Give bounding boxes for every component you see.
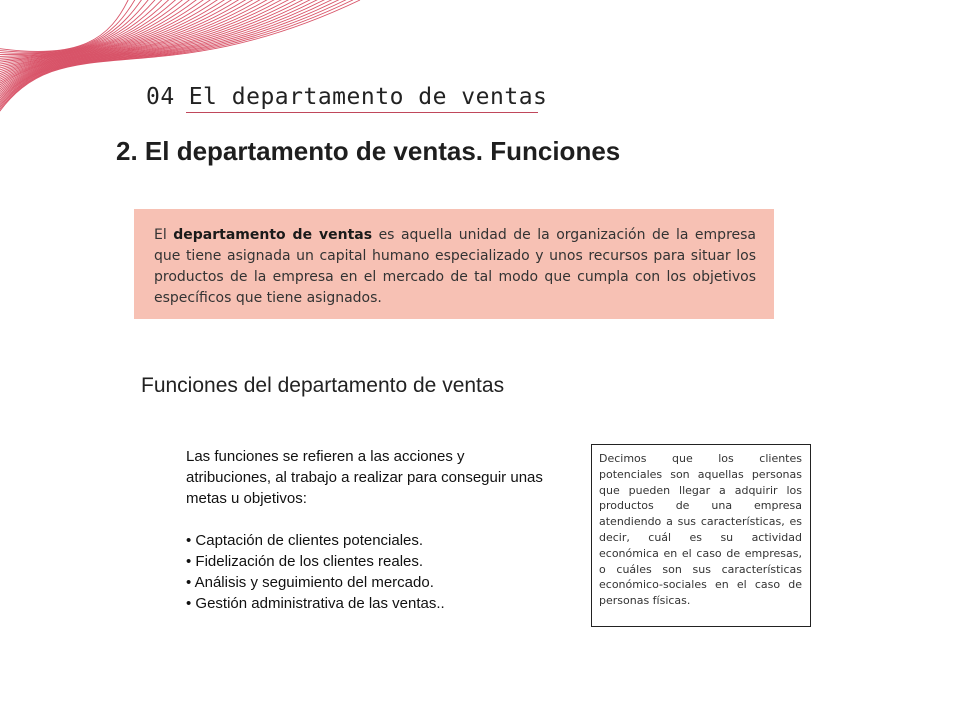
chapter-number: 04 [146,84,175,110]
functions-intro: Las funciones se refieren a las acciones y atribuciones, al trabajo a realizar para conseguir unas metas u objetivos: [186,448,543,507]
definition-term: departamento de ventas [173,227,373,243]
definition-box [134,209,774,319]
slide-title: 2. El departamento de ventas. Funciones [116,136,621,166]
list-item: • Análisis y seguimiento del mercado. [186,574,434,591]
chapter-title: El departamento de ventas [188,84,548,110]
list-item: • Fidelización de los clientes reales. [186,553,424,570]
chapter-underline [186,112,538,113]
chapter-heading [146,84,547,110]
functions-text [186,446,546,614]
section-title: Funciones del departamento de ventas [141,374,505,397]
functions-list [186,530,546,614]
note-box: Decimos que los clientes potenciales son aquellas personas que pueden llegar a adquirir los productos de una empresa atendiendo a sus características, es decir, cuál es su actividad económica en el caso de empresas, o cuáles son sus características económico-sociales en el caso de personas físicas. [591,444,811,627]
list-item: • Gestión administrativa de las ventas.. [186,595,445,612]
definition-text: es aquella unidad de la organización de la empresa que tiene asignada un capital humano especializado y unos recursos para situar los productos de la empresa en el mercado de tal modo que cumpla con los objetivos específicos que tiene asignados. [154,227,757,306]
decorative-ribbon-graphic [0,0,380,130]
list-item: • Captación de clientes potenciales. [186,532,424,549]
definition-intro: El [154,227,167,243]
